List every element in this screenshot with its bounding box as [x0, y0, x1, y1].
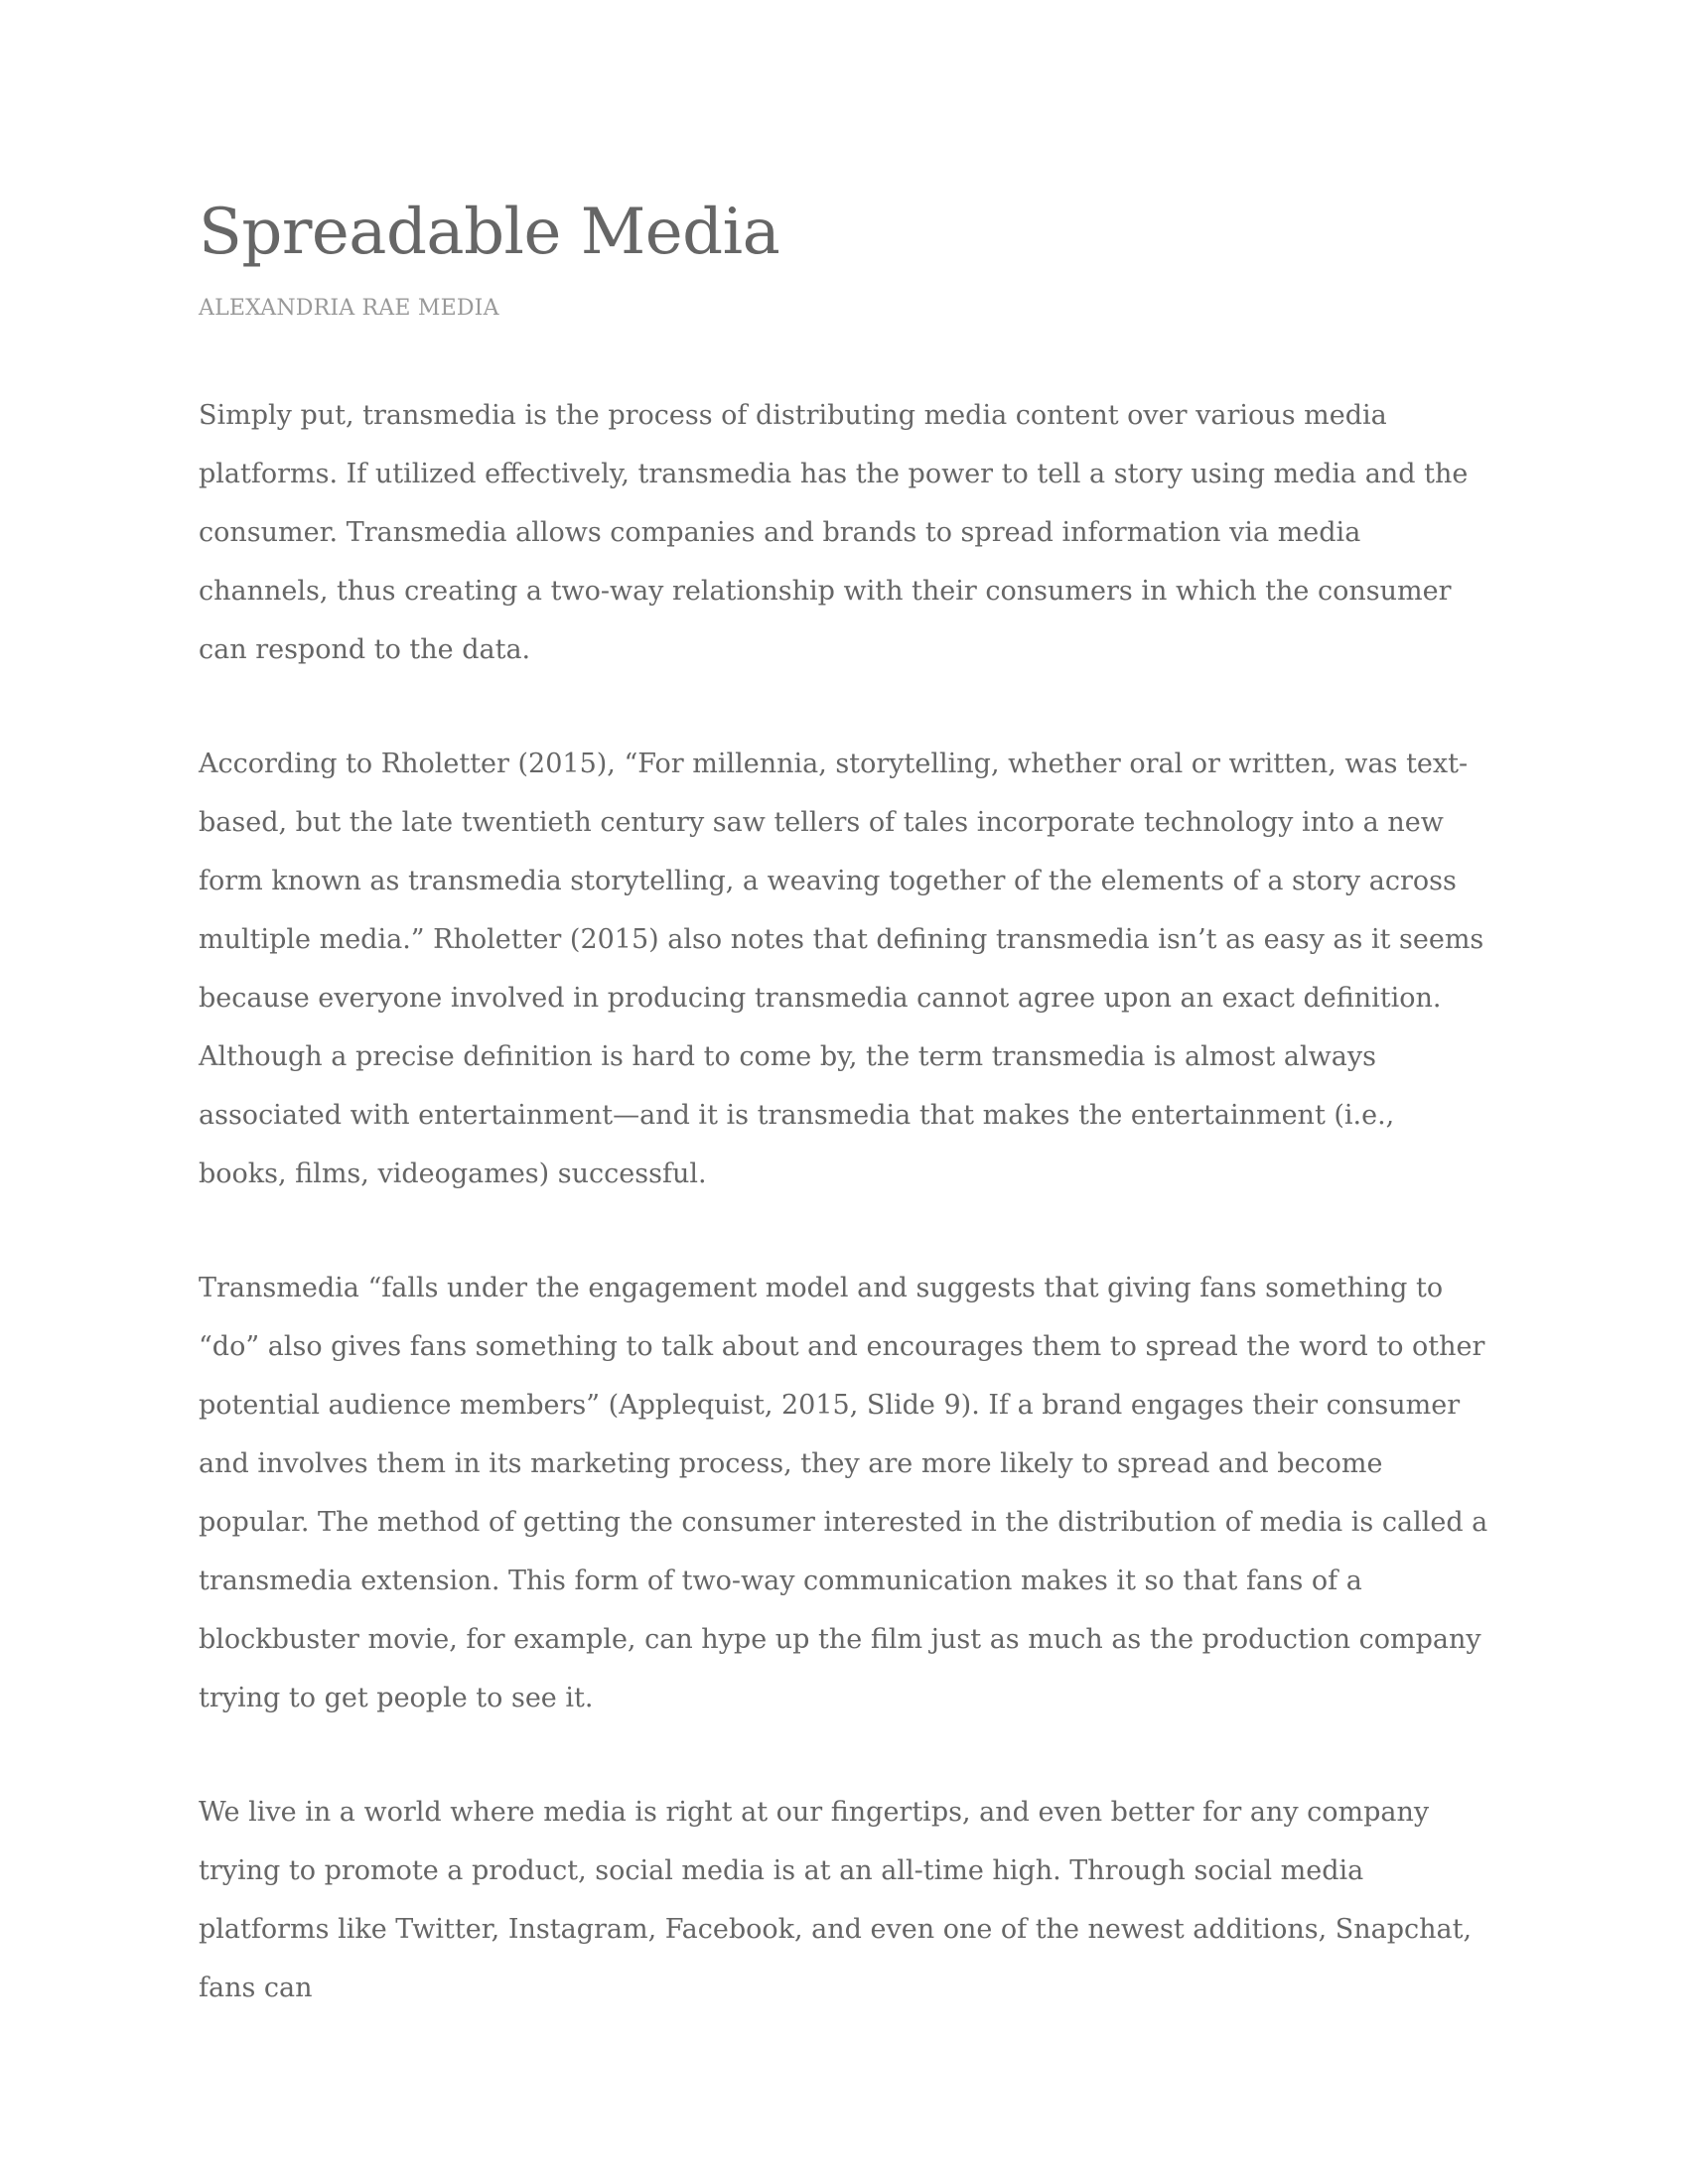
paragraph-3: Transmedia “falls under the engagement model and suggests that giving fans something to “do” also gives fans something to talk about and encourages them to spread the word to other potential audience members” (Applequist, 2015, Slide 9). If a brand engages their consumer and involves them in its marketing process, they are more likely to spread and become popular. The method of getting the consumer interested in the distribution of media is called a transmedia extension. This form of two-way communication makes it so that fans of a blockbuster movie, for example, can hype up the film just as much as the production company trying to get people to see it.	[199, 1273, 1488, 1713]
paragraph-4: We live in a world where media is right at our fingertips, and even better for any company trying to promote a product, social media is at an all-time high. Through social media platforms like Twitter, Instagram, Facebook, and even one of the newest additions, Snapchat, fans can	[199, 1797, 1473, 2003]
paragraph-2: According to Rholetter (2015), “For millennia, storytelling, whether oral or written, was text-based, but the late twentieth century saw tellers of tales incorporate technology into a new form known as transmedia storytelling, a weaving together of the elements of a story across multiple media.” Rholetter (2015) also notes that defining transmedia isn’t as easy as it seems because everyone involved in producing transmedia cannot agree upon an exact definition. Although a precise definition is hard to come by, the term transmedia is almost always associated with entertainment—and it is transmedia that makes the entertainment (i.e., books, films, videogames) successful.	[199, 749, 1484, 1189]
document-title: Spreadable Media	[199, 196, 780, 269]
document-subtitle: ALEXANDRIA RAE MEDIA	[199, 296, 499, 321]
paragraph-1: Simply put, transmedia is the process of distributing media content over various media platforms. If utilized effectively, transmedia has the power to tell a story using media and the consumer. Transmedia allows companies and brands to spread information via media channels, thus creating a two-way relationship with their consumers in which the consumer can respond to the data.	[199, 400, 1469, 665]
document-body	[199, 386, 1489, 2017]
document-content	[199, 194, 1489, 2073]
